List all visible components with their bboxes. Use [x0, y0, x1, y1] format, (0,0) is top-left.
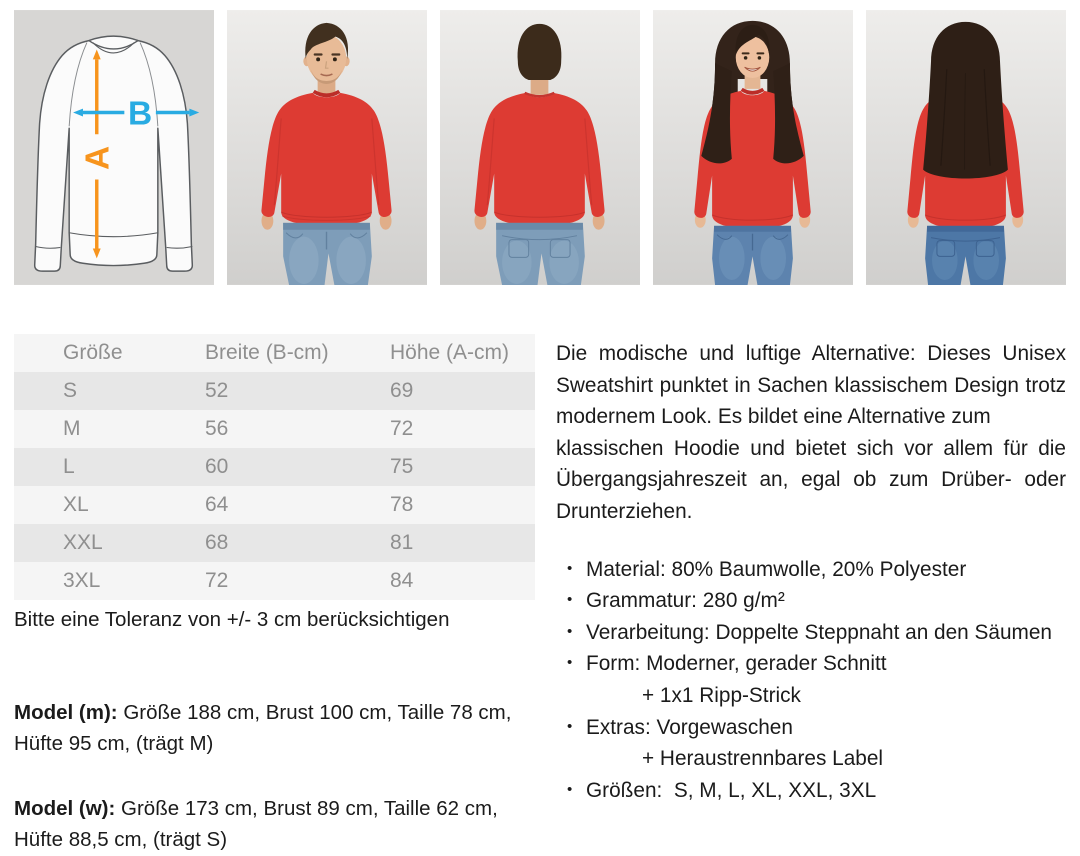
size-table-cell: 52 — [205, 379, 229, 402]
description-paragraph-1: Die modische und luftige Alternative: Dieses Unisex Sweatshirt punktet in Sachen klassischem Design trotz modernem Look. Es bildet eine Alternative zum — [556, 342, 1066, 429]
bullet-icon: • — [567, 559, 573, 577]
female-model-front-photo-icon — [653, 8, 853, 287]
size-table-cell: L — [63, 455, 75, 478]
description-column — [556, 338, 1066, 806]
feature-item — [556, 585, 1066, 617]
size-table-row — [14, 524, 535, 562]
female-model-back-image — [866, 8, 1066, 287]
size-table-cell: 81 — [390, 531, 414, 554]
description-paragraph-2: klassischen Hoodie und bietet sich vor allem für die Übergangsjahreszeit an, egal ob zum Drüber- oder Drunterziehen. — [556, 436, 1066, 523]
size-table-cell: 84 — [390, 569, 414, 592]
size-table-cell: 72 — [205, 569, 229, 592]
feature-text: Form: Moderner, gerader Schnitt — [586, 652, 887, 676]
feature-text: Verarbeitung: Doppelte Steppnaht an den Säumen — [586, 620, 1052, 644]
size-table — [14, 334, 535, 600]
feature-subline: + 1x1 Ripp-Strick — [642, 683, 801, 707]
size-table-cell: 75 — [390, 455, 414, 478]
feature-text: Extras: Vorgewaschen — [586, 715, 793, 739]
size-table-header-row — [14, 334, 535, 372]
size-table-row — [14, 486, 535, 524]
size-table-cell: 78 — [390, 493, 414, 516]
male-model-front-image — [227, 8, 427, 287]
feature-list — [556, 554, 1066, 807]
feature-text: Material: 80% Baumwolle, 20% Polyester — [586, 557, 967, 581]
male-model-front-photo-icon — [227, 8, 427, 287]
size-table-cell: 3XL — [63, 569, 101, 592]
label-b: B — [128, 95, 153, 133]
size-table-cell: XL — [63, 493, 89, 516]
feature-item — [556, 554, 1066, 586]
size-table-cell: 72 — [390, 417, 414, 440]
size-table-row — [14, 448, 535, 486]
bullet-icon: • — [567, 717, 573, 735]
male-model-back-image — [440, 8, 640, 287]
size-table-row — [14, 410, 535, 448]
model-m-label: Model (m): — [14, 700, 118, 724]
product-image-gallery — [14, 8, 1066, 287]
model-w-info — [14, 793, 542, 856]
model-m-measurements: Größe 188 cm, Brust 100 cm, Taille 78 cm, Hüfte 95 cm, (trägt M) — [14, 700, 518, 755]
tolerance-note: Bitte eine Toleranz von +/- 3 cm berücksichtigen — [14, 608, 450, 631]
feature-text: Grammatur: 280 g/m² — [586, 589, 785, 613]
size-diagram-image — [14, 8, 214, 287]
male-model-back-photo-icon — [440, 8, 640, 287]
bullet-icon: • — [567, 591, 573, 609]
size-table-cell: 64 — [205, 493, 229, 516]
size-table-cell: 69 — [390, 379, 414, 402]
column-header-hoehe: Höhe (A-cm) — [390, 341, 510, 364]
model-w-measurements: Größe 173 cm, Brust 89 cm, Taille 62 cm, Hüfte 88,5 cm, (trägt S) — [14, 796, 504, 851]
feature-item — [556, 712, 1066, 775]
feature-item — [556, 617, 1066, 649]
size-table-cell: 60 — [205, 455, 229, 478]
model-m-info — [14, 697, 542, 760]
feature-text: Größen: S, M, L, XL, XXL, 3XL — [586, 778, 877, 802]
label-a: A — [79, 145, 117, 170]
bullet-icon: • — [567, 780, 573, 798]
feature-item — [556, 648, 1066, 711]
bullet-icon: • — [567, 654, 573, 672]
column-header-breite: Breite (B-cm) — [205, 341, 329, 364]
feature-item — [556, 775, 1066, 807]
size-table-cell: M — [63, 417, 81, 440]
size-table-row — [14, 562, 535, 600]
size-table-cell: 56 — [205, 417, 229, 440]
size-table-cell: S — [63, 379, 78, 402]
size-table-cell: 68 — [205, 531, 229, 554]
size-diagram-sketch-icon — [14, 8, 214, 287]
bullet-icon: • — [567, 622, 573, 640]
size-table-row — [14, 372, 535, 410]
feature-subline: + Heraustrennbares Label — [642, 747, 884, 771]
female-model-back-photo-icon — [866, 8, 1066, 287]
size-table-body — [14, 372, 535, 600]
model-w-label: Model (w): — [14, 796, 116, 820]
size-table-cell: XXL — [63, 531, 103, 554]
column-header-groesse: Größe — [63, 341, 123, 364]
female-model-front-image — [653, 8, 853, 287]
